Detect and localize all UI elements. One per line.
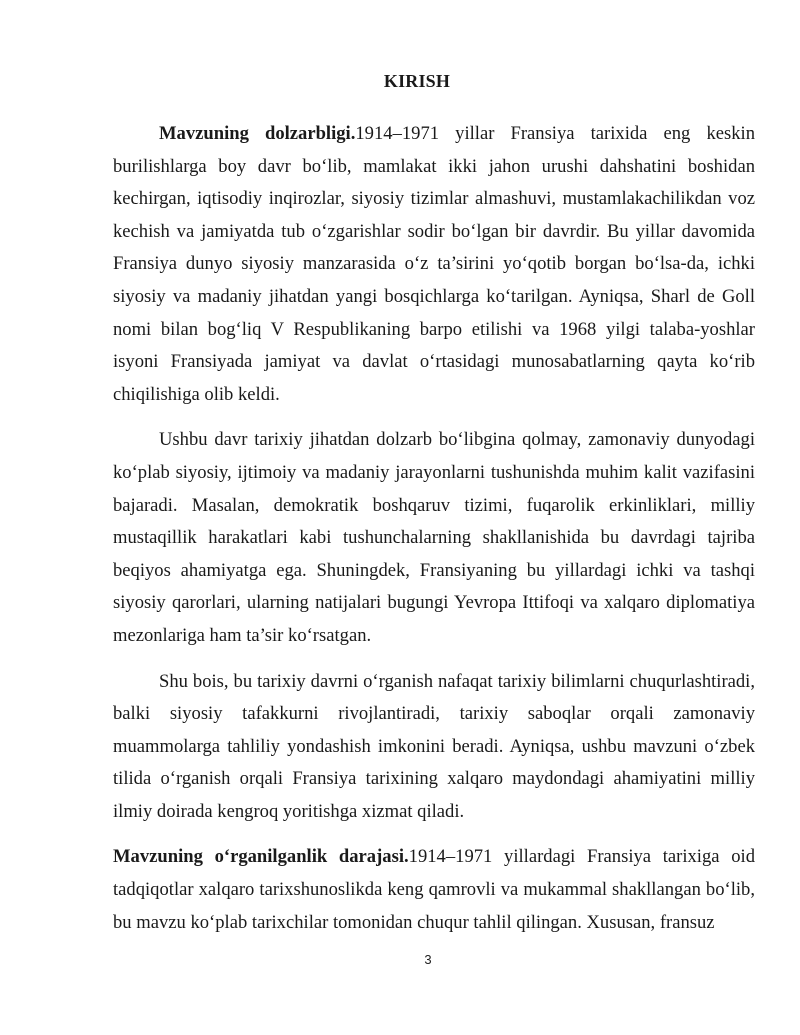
paragraph-text: Shu bois, bu tarixiy davrni o‘rganish nafaqat tarixiy bilimlarni chuqurlashtiradi, balki siyosiy tafakkurni rivojlantiradi, tarixiy saboqlar orqali zamonaviy muammolarga tahliliy yondashish imkonini beradi. Ayniqsa, ushbu mavzuni o‘zbek tilida o‘rganish orqali Fransiya tarixining xalqaro maydondagi ahamiyatini milliy ilmiy doirada kengroq yoritishga xizmat qiladi. (113, 670, 755, 822)
paragraph-text: 1914–1971 yillardagi Fransiya tarixiga oid tadqiqotlar xalqaro tarixshunoslikda keng qamrovli va mukammal shakllangan bo‘lib, bu mavzu ko‘plab tarixchilar tomonidan chuqur tahlil qilingan. Xususan, fransuz (113, 846, 755, 933)
paragraph-relevance (113, 118, 755, 411)
paragraph-text: Ushbu davr tarixiy jihatdan dolzarb bo‘libgina qolmay, zamonaviy dunyodagi ko‘plab siyosiy, ijtimoiy va madaniy jarayonlarni tushunishda muhim kalit vazifasini bajaradi. Masalan, demokratik boshqaruv tizimi, fuqarolik erkinliklari, milliy mustaqillik harakatlari kabi tushunchalarning shakllanishida bu davrdagi tajriba beqiyos ahamiyatga ega. Shuningdek, Fransiyaning bu yillardagi ichki va tashqi siyosiy qarorlari, ularning natijalari bugungi Yevropa Ittifoqi va xalqaro diplomatiya mezonlariga ham ta’sir ko‘rsatgan. (113, 429, 755, 646)
paragraph-purpose (113, 666, 755, 829)
paragraph-lead: Mavzuning dolzarbligi. (159, 123, 356, 144)
paragraph-text: 1914–1971 yillar Fransiya tarixida eng keskin burilishlarga boy davr bo‘lib, mamlakat ikki jahon urushi dahshatini boshidan kechirgan, iqtisodiy inqirozlar, siyosiy tizimlar almashuvi, mustamlakachilikdan voz kechish va jamiyatda tub o‘zgarishlar sodir bo‘lgan bir davrdir. Bu yillar davomida Fransiya dunyo siyosiy manzarasida o‘z ta’sirini yo‘qotib borgan bo‘lsa-da, ichki siyosiy va madaniy jihatdan yangi bosqichlarga ko‘tarilgan. Ayniqsa, Sharl de Goll nomi bilan bog‘liq V Respublikaning barpo etilishi va 1968 yilgi talaba-yoshlar isyoni Fransiyada jamiyat va davlat o‘rtasidagi munosabatlarning qayta ko‘rib chiqilishiga olib keldi. (113, 123, 755, 405)
paragraph-research-level (113, 841, 755, 939)
paragraph-significance (113, 424, 755, 652)
document-body (113, 118, 755, 939)
page-number: 3 (424, 952, 432, 967)
page-title: KIRISH (383, 71, 451, 91)
paragraph-lead: Mavzuning o‘rganilganlik darajasi. (113, 846, 409, 868)
